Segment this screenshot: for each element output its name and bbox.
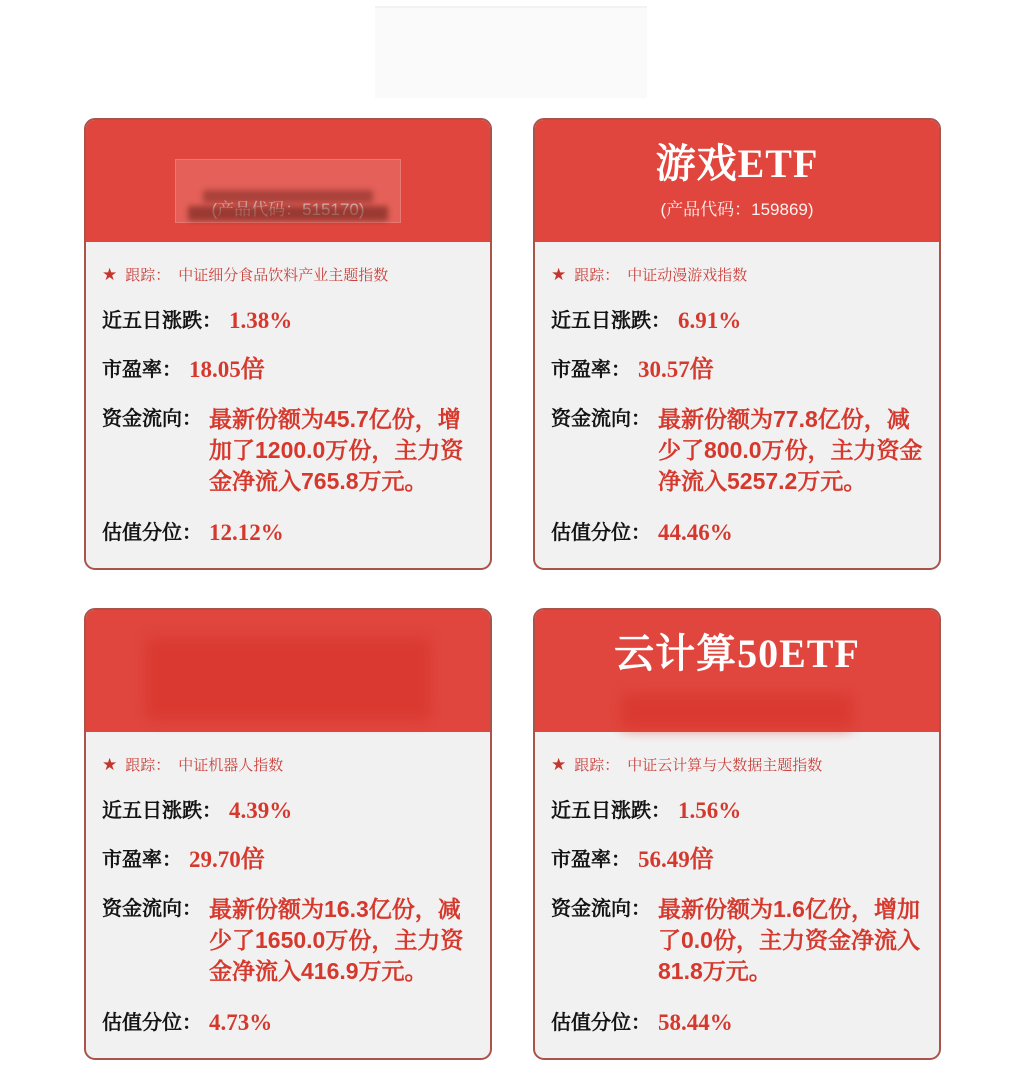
track-index-name: 中证细分食品饮料产业主题指数 (178, 267, 389, 284)
pe-value: 29.70倍 (189, 846, 265, 873)
star-icon: ★ (102, 755, 118, 774)
percentile-value: 44.46% (658, 520, 733, 545)
track-label: 跟踪： (574, 757, 620, 774)
card-header (535, 120, 939, 242)
percentile-row (102, 1010, 474, 1036)
redacted-code-blob (621, 694, 853, 728)
percentile-row (551, 1010, 923, 1036)
track-row (551, 264, 923, 285)
card-body (86, 242, 490, 546)
percentile-label: 估值分位： (102, 522, 202, 544)
card-body (535, 732, 939, 1036)
flow-value: 最新份额为1.6亿份，增加了0.0份，主力资金净流入81.8万元。 (658, 896, 920, 984)
pe-value: 30.57倍 (638, 356, 714, 383)
percentile-label: 估值分位： (551, 522, 651, 544)
near5-label: 近五日涨跌： (551, 800, 671, 822)
card-body (86, 732, 490, 1036)
flow-label: 资金流向： (551, 408, 651, 430)
percentile-row (102, 520, 474, 546)
pe-value: 56.49倍 (638, 846, 714, 873)
near5-value: 6.91% (678, 308, 742, 333)
near5-row (551, 308, 923, 334)
flow-value: 最新份额为16.3亿份，减少了1650.0万份，主力资金净流入416.9万元。 (209, 896, 464, 984)
card-header (535, 610, 939, 732)
etf-title: 云计算50ETF (614, 631, 860, 676)
pe-row (551, 357, 923, 383)
track-index-name: 中证动漫游戏指数 (627, 267, 748, 284)
pe-unit: 倍 (240, 846, 265, 873)
etf-title: 游戏ETF (655, 141, 819, 186)
star-icon: ★ (102, 265, 118, 284)
faint-watermark-block (375, 6, 647, 98)
percentile-value: 4.73% (209, 1010, 273, 1035)
flow-label: 资金流向： (551, 898, 651, 920)
near5-label: 近五日涨跌： (102, 310, 222, 332)
star-icon: ★ (551, 755, 567, 774)
redacted-title-blob (145, 638, 431, 720)
card-header (86, 120, 490, 242)
track-label: 跟踪： (574, 267, 620, 284)
near5-value: 1.38% (229, 308, 293, 333)
track-row (551, 754, 923, 775)
etf-card-515170 (84, 118, 492, 570)
percentile-value: 58.44% (658, 1010, 733, 1035)
near5-value: 1.56% (678, 798, 742, 823)
track-label: 跟踪： (125, 757, 171, 774)
card-body (535, 242, 939, 546)
star-icon: ★ (551, 265, 567, 284)
pe-label: 市盈率： (551, 359, 631, 381)
percentile-value: 12.12% (209, 520, 284, 545)
etf-card-159869 (533, 118, 941, 570)
near5-label: 近五日涨跌： (551, 310, 671, 332)
track-index-name: 中证机器人指数 (178, 757, 284, 774)
near5-row (551, 798, 923, 824)
near5-label: 近五日涨跌： (102, 800, 222, 822)
pe-label: 市盈率： (102, 849, 182, 871)
near5-row (102, 798, 474, 824)
flow-row (102, 406, 474, 497)
flow-row (551, 896, 923, 987)
pe-row (102, 847, 474, 873)
etf-card-cloud50 (533, 608, 941, 1060)
track-label: 跟踪： (125, 267, 171, 284)
track-index-name: 中证云计算与大数据主题指数 (627, 757, 823, 774)
garbled-text-smudge (188, 206, 388, 221)
pe-label: 市盈率： (551, 849, 631, 871)
near5-row (102, 308, 474, 334)
flow-row (551, 406, 923, 497)
card-header (86, 610, 490, 732)
product-code: (产品代码：159869) (660, 200, 814, 219)
etf-card-robot (84, 608, 492, 1060)
near5-value: 4.39% (229, 798, 293, 823)
pe-unit: 倍 (689, 356, 714, 383)
pe-row (551, 847, 923, 873)
pe-unit: 倍 (240, 356, 265, 383)
flow-label: 资金流向： (102, 898, 202, 920)
flow-row (102, 896, 474, 987)
percentile-label: 估值分位： (551, 1012, 651, 1034)
pe-label: 市盈率： (102, 359, 182, 381)
flow-value: 最新份额为45.7亿份，增加了1200.0万份，主力资金净流入765.8万元。 (209, 406, 464, 494)
flow-label: 资金流向： (102, 408, 202, 430)
track-row (102, 264, 474, 285)
pe-value: 18.05倍 (189, 356, 265, 383)
garbled-text-smudge (203, 190, 373, 203)
flow-value: 最新份额为77.8亿份，减少了800.0万份，主力资金净流入5257.2万元。 (658, 406, 923, 494)
percentile-row (551, 520, 923, 546)
pe-unit: 倍 (689, 846, 714, 873)
pe-row (102, 357, 474, 383)
percentile-label: 估值分位： (102, 1012, 202, 1034)
track-row (102, 754, 474, 775)
